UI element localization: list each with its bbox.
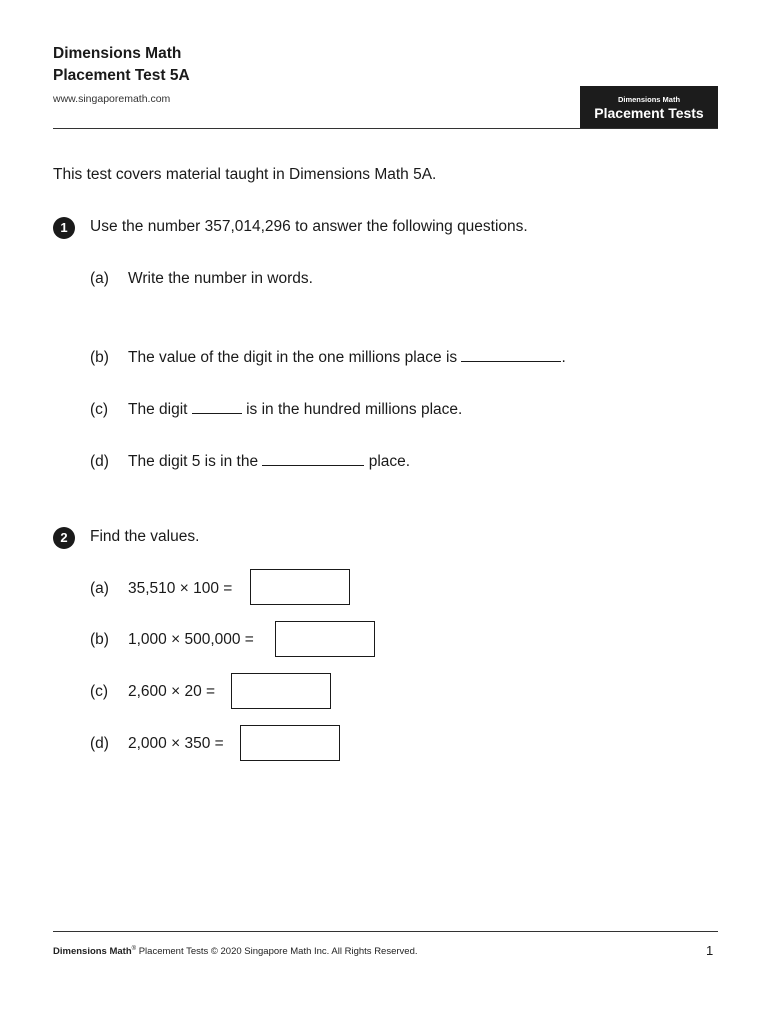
answer-box-b[interactable] [275, 621, 375, 657]
part-label: (a) [90, 580, 109, 597]
badge-subtitle: Dimensions Math [617, 95, 681, 104]
title-line-1: Dimensions Math [53, 45, 182, 62]
answer-box-c[interactable] [231, 673, 331, 709]
footer-text: Placement Tests © 2020 Singapore Math Inc. All Rights Reserved. [136, 946, 418, 958]
q1-part-c [90, 399, 462, 419]
part-label: (a) [90, 270, 109, 287]
part-text-after: place. [368, 453, 411, 470]
expression: 2,600 × 20 = [128, 683, 216, 700]
badge-title: Placement Tests [594, 105, 704, 121]
page-number: 1 [706, 943, 714, 958]
registered-mark: ® [131, 946, 137, 952]
question-1-text: Use the number 357,014,296 to answer the following questions. [90, 218, 528, 235]
q2-part-a [90, 580, 232, 598]
header-divider [53, 128, 718, 129]
part-label: (c) [90, 683, 109, 700]
expression: 35,510 × 100 = [128, 580, 233, 597]
placement-tests-badge [580, 86, 718, 129]
title-line-2: Placement Test 5A [53, 67, 190, 84]
answer-blank[interactable] [192, 399, 242, 414]
part-label: (c) [90, 401, 109, 418]
question-2-text: Find the values. [90, 528, 200, 545]
part-text: The value of the digit in the one millions place is [128, 349, 458, 366]
part-label: (d) [90, 735, 109, 752]
q1-part-b [90, 347, 566, 367]
footer-brand: Dimensions Math [53, 946, 132, 958]
footer-copyright [53, 946, 418, 957]
part-label: (b) [90, 349, 109, 366]
part-text-after: . [561, 349, 566, 366]
expression: 2,000 × 350 = [128, 735, 224, 752]
footer-divider [53, 931, 718, 932]
website-url: www.singaporemath.com [53, 93, 171, 105]
part-label: (d) [90, 453, 109, 470]
part-text-before: The digit 5 is in the [128, 453, 259, 470]
part-text-after: is in the hundred millions place. [246, 401, 463, 418]
question-2-number: 2 [53, 527, 75, 549]
answer-blank[interactable] [262, 451, 364, 466]
answer-blank[interactable] [461, 347, 561, 362]
answer-box-a[interactable] [250, 569, 350, 605]
part-text: Write the number in words. [128, 270, 313, 287]
part-label: (b) [90, 631, 109, 648]
q2-part-d [90, 735, 224, 753]
q2-part-b [90, 631, 254, 649]
q1-part-a [90, 270, 313, 288]
question-1-number: 1 [53, 217, 75, 239]
expression: 1,000 × 500,000 = [128, 631, 254, 648]
document-title [53, 43, 190, 87]
intro-text: This test covers material taught in Dimensions Math 5A. [53, 166, 437, 183]
part-text-before: The digit [128, 401, 188, 418]
q2-part-c [90, 683, 215, 701]
q1-part-d [90, 451, 410, 471]
answer-box-d[interactable] [240, 725, 340, 761]
